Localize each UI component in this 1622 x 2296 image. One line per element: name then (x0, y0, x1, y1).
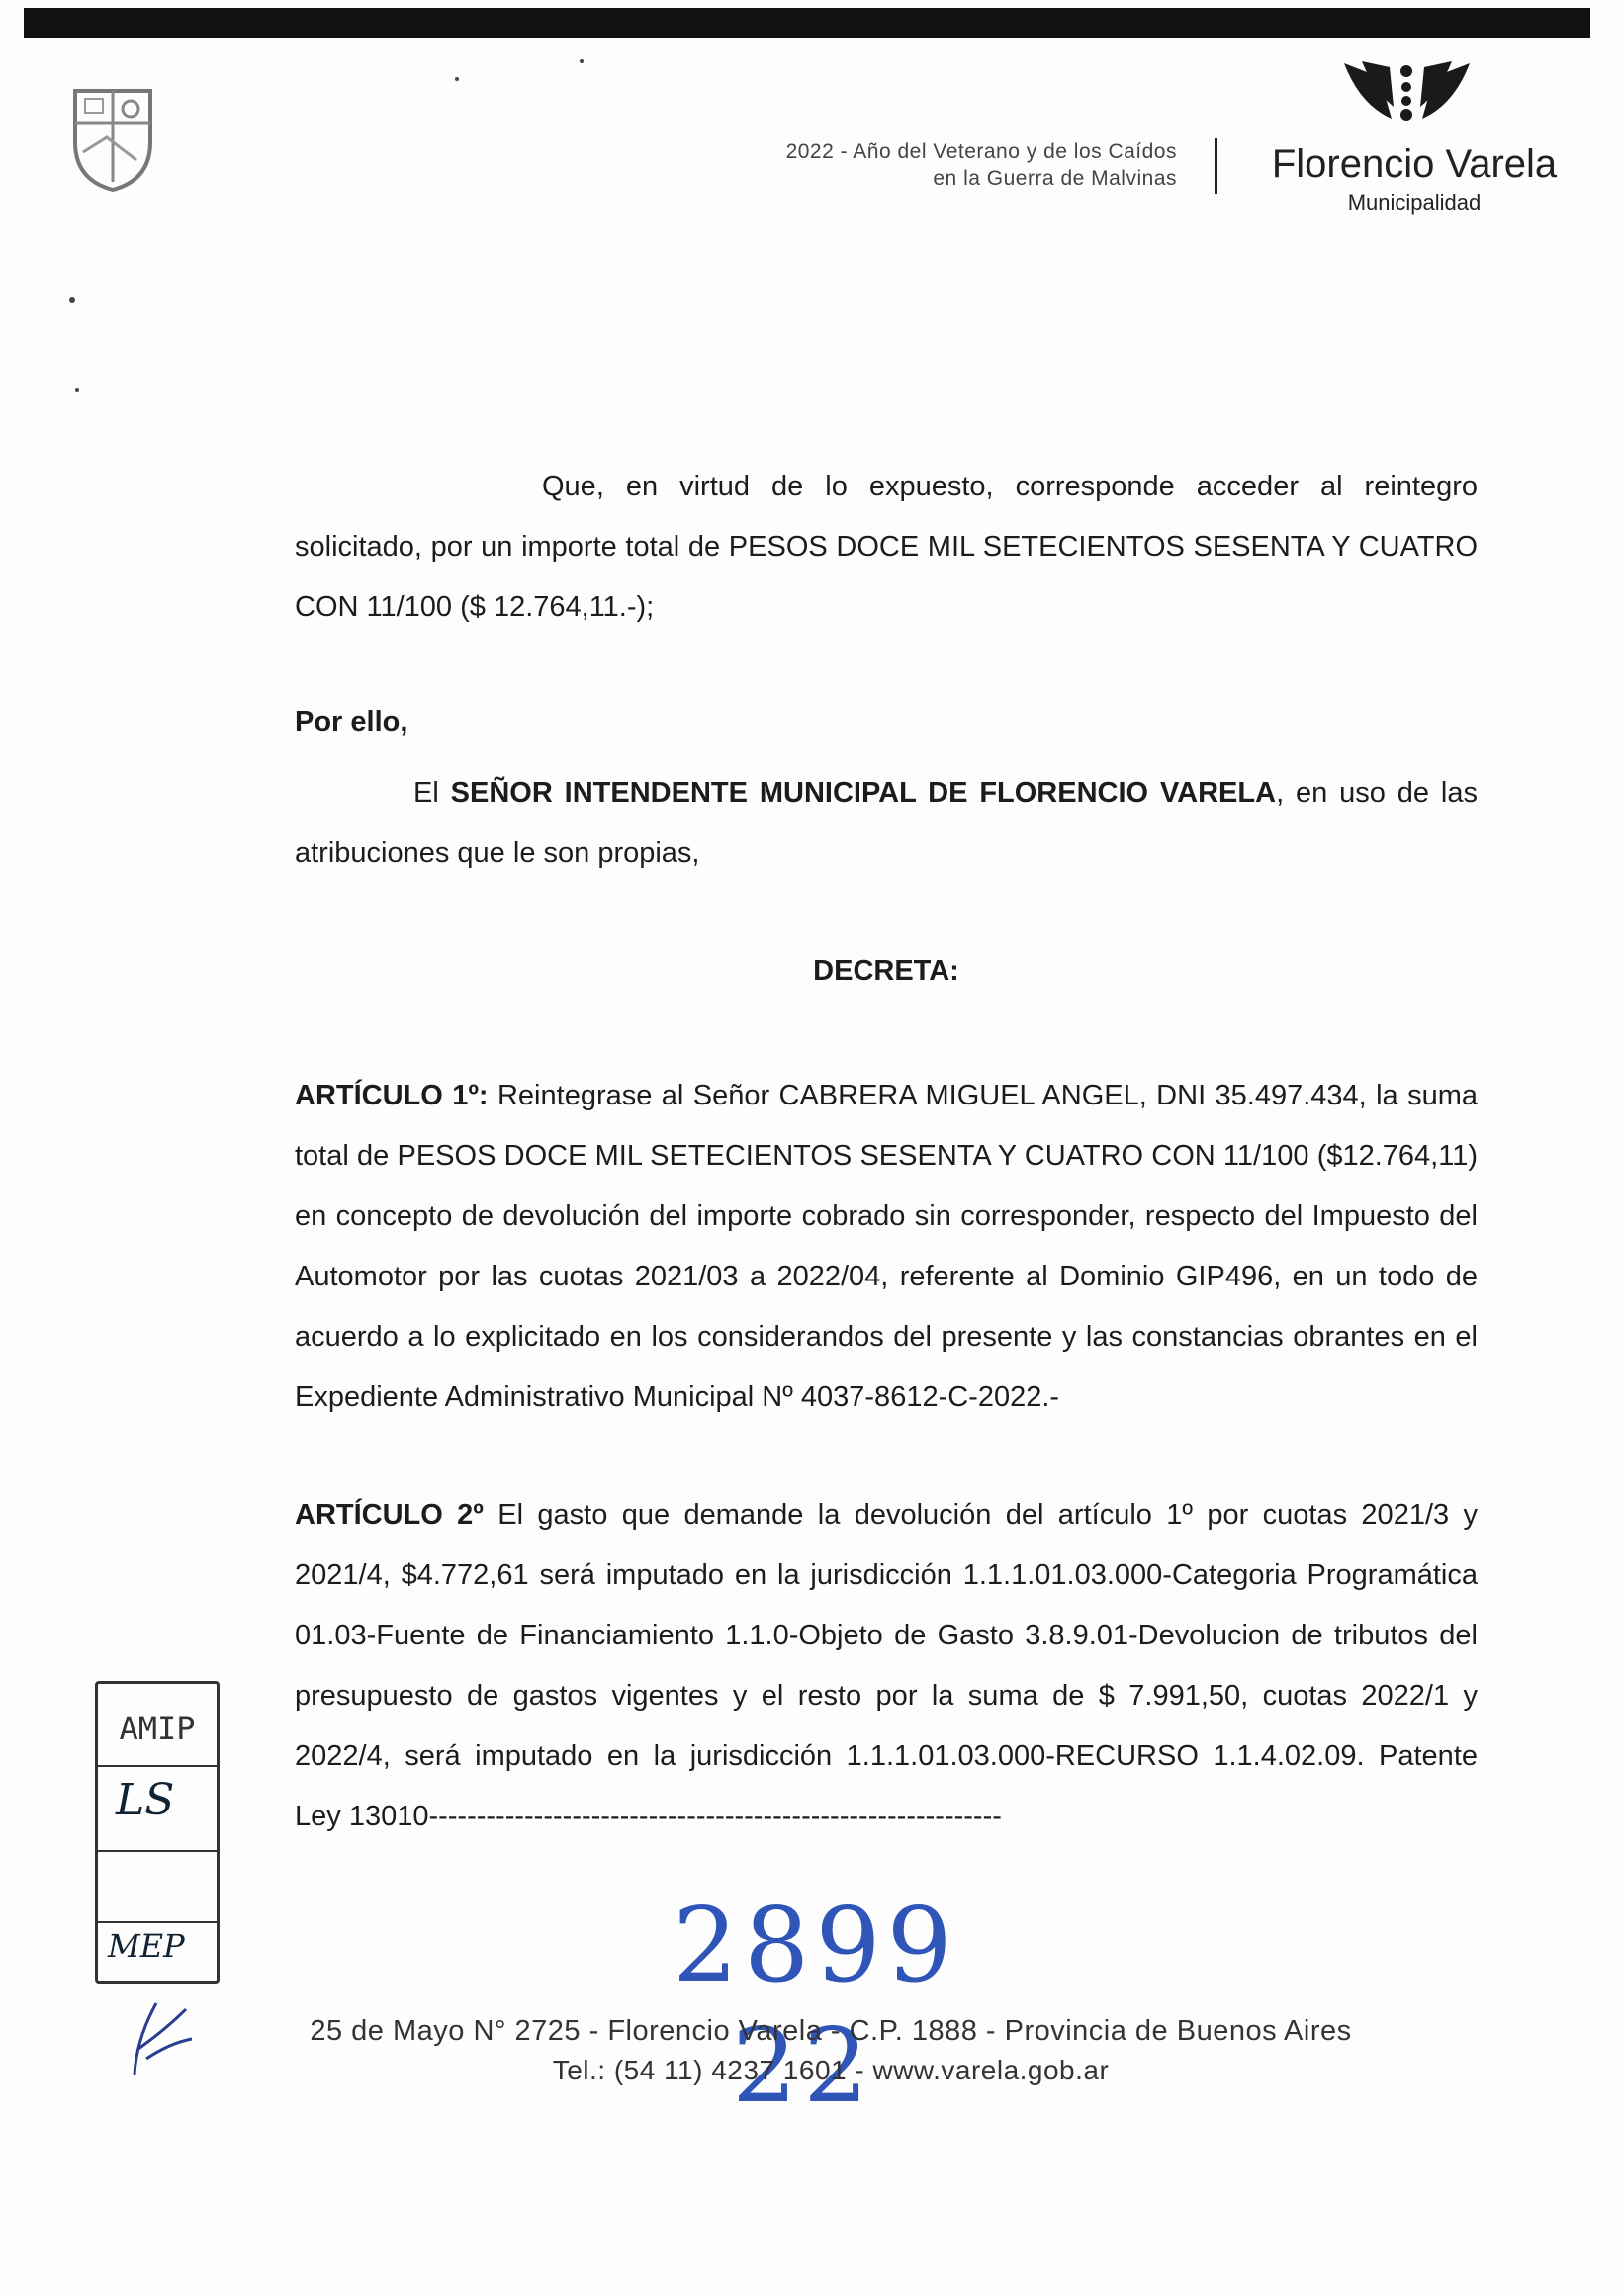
decree-number-stamp (673, 1885, 1187, 2126)
considerando-paragraph (295, 457, 1478, 638)
scan-top-border (24, 8, 1590, 38)
intendente-paragraph (295, 763, 1478, 884)
signature-icon (127, 1999, 196, 2078)
decree-number: 2899 (673, 1885, 958, 2005)
motto-line-2: en la Guerra de Malvinas (933, 167, 1177, 190)
decreta-heading: DECRETA: (813, 955, 959, 987)
motto-line-1: 2022 - Año del Veterano y de los Caídos (785, 140, 1177, 163)
scan-speck (455, 77, 459, 81)
por-ello-block (295, 692, 1478, 752)
articulo-1-text: Reintegrase al Señor CABRERA MIGUEL ANGEL, DNI 35.497.434, la suma total de PESOS DOCE MIL SETECIENTOS SESENTA Y CUATRO CON 11/100 ($12.764,11) en concepto de devolución del importe cobrado sin corresponder, respecto del Impuesto del Automotor por las cuotas 2021/03 a 2022/04, referente al Dominio GIP496, en un todo de acuerdo a lo explicitado en los considerandos del presente y las constancias obrantes en el Expediente Administrativo Municipal Nº 4037-8612-C-2022.- (295, 1080, 1478, 1413)
decree-year: 22 (732, 2005, 875, 2126)
articulo-2-label: ARTÍCULO 2º (295, 1499, 484, 1531)
scan-speck (580, 59, 584, 63)
municipal-logo-icon (1340, 57, 1474, 129)
intendente-prefix: El (413, 777, 451, 809)
intendente-title: SEÑOR INTENDENTE MUNICIPAL DE FLORENCIO VARELA (450, 777, 1277, 809)
articulo-1-label: ARTÍCULO 1º: (295, 1080, 489, 1111)
header-divider (1215, 138, 1217, 194)
coat-of-arms-icon (67, 83, 158, 194)
brand-name: Florencio Varela (1271, 142, 1558, 186)
articulo-2-text: El gasto que demande la devolución del artículo 1º por cuotas 2021/3 y 2021/4, $4.772,61 será imputado en la jurisdicción 1.1.1.01.03.000-Categoria Programática 01.03-Fuente de Financiamiento 1.1.0-Objeto de Gasto 3.8.9.01-Devolucion de tributos del presupuesto de gastos vigentes y el resto por la suma de $ 7.991,50, cuotas 2022/1 y 2022/4, será imputado en la jurisdicción 1.1.1.01.03.000-RECURSO 1.1.4.02.09. Patente Ley 13010------------------------------------------------------------ (295, 1499, 1478, 1832)
scan-speck (75, 388, 79, 392)
intendente-suffix: , en uso de las atribuciones que le son propias, (295, 777, 1478, 869)
articulo-2 (295, 1485, 1478, 1847)
initials-handwritten: LS (116, 1775, 175, 1825)
footer-address: 25 de Mayo N° 2725 - Florencio Varela - C.P. 1888 - Provincia de Buenos Aires (310, 2015, 1352, 2047)
footer-contact: Tel.: (54 11) 4237 1601 - www.varela.gob.ar (552, 2055, 1110, 2085)
decreta-block (295, 941, 1478, 1002)
amip-stamp (95, 1681, 220, 1984)
header-motto (593, 138, 1177, 192)
amip-stamp-label: AMIP (119, 1710, 196, 1747)
articulo-1 (295, 1066, 1478, 1428)
scan-speck (69, 297, 75, 303)
reintegro-paragraph: Que, en virtud de lo expuesto, corresponde acceder al reintegro solicitado, por un importe total de PESOS DOCE MIL SETECIENTOS SESENTA Y CUATRO CON 11/100 ($ 12.764,11.-); (295, 471, 1478, 623)
por-ello-label: Por ello, (295, 706, 408, 738)
brand-subtitle: Municipalidad (1347, 190, 1482, 215)
initials-handwritten-2: MEP (108, 1927, 185, 1965)
